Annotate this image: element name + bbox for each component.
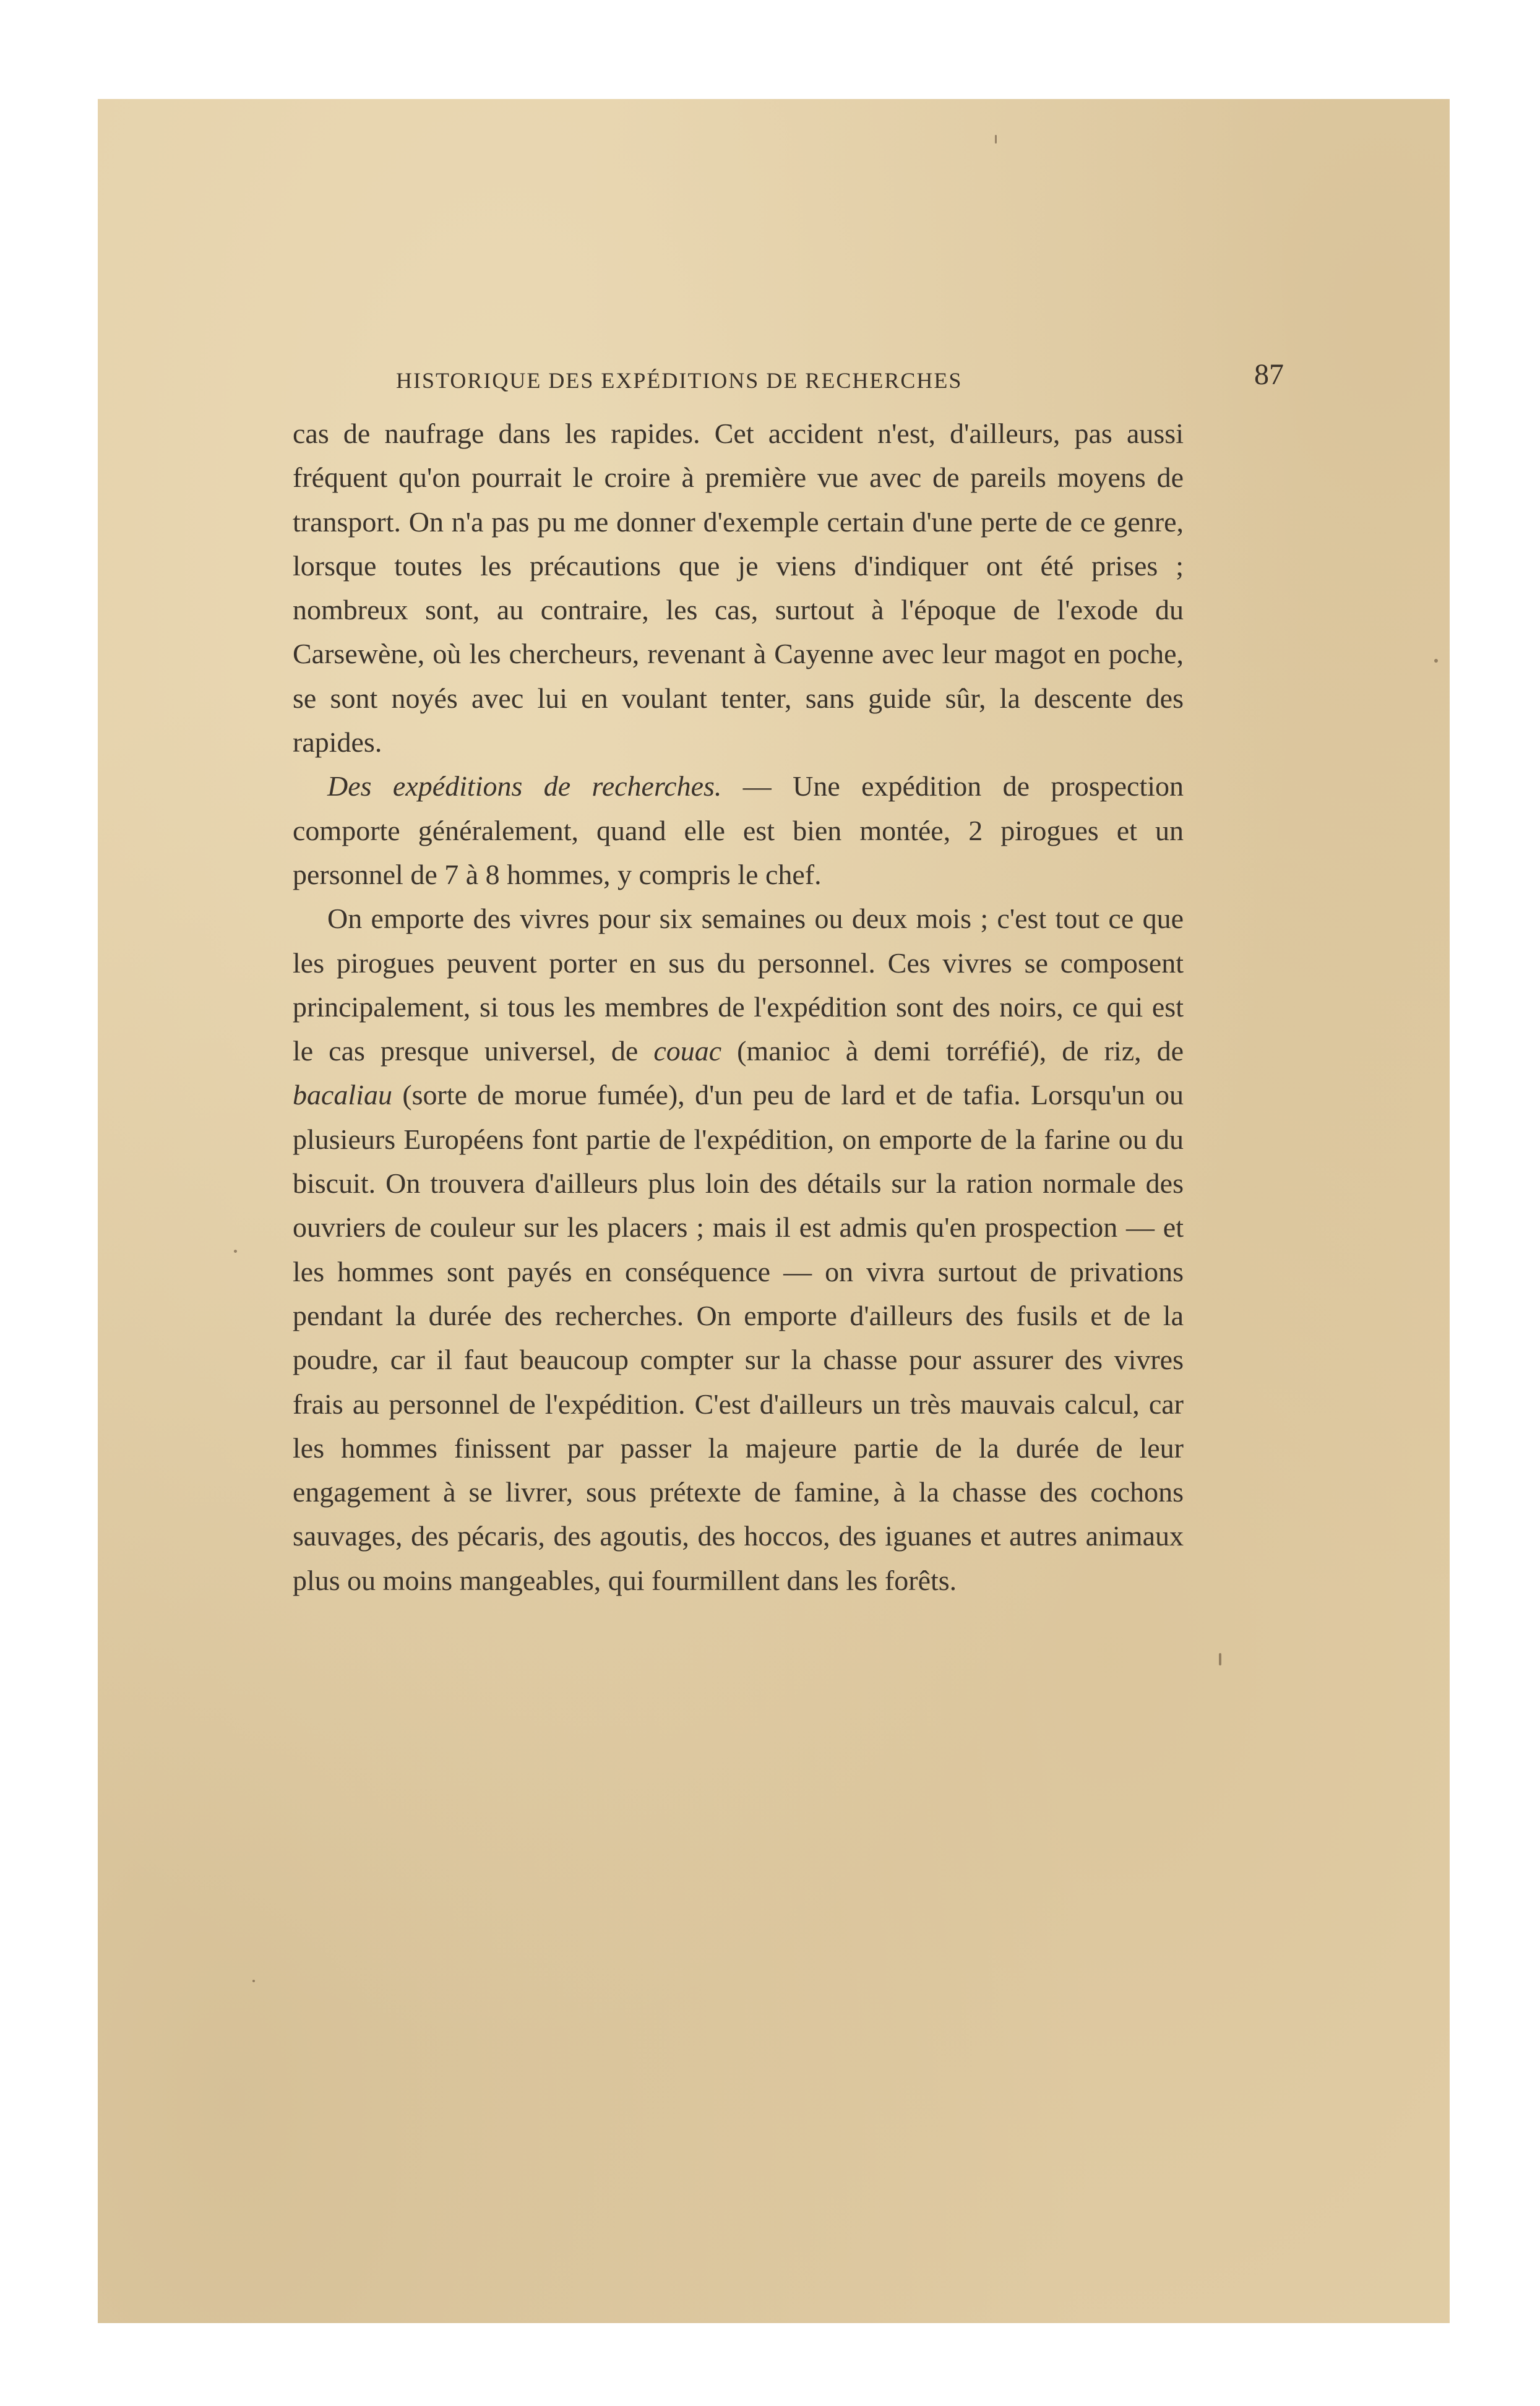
scan-speck — [995, 135, 997, 144]
paragraph-1-text: cas de naufrage dans les rapides. Cet accident n'est, d'ailleurs, pas aussi fréquent qu'on pourrait le croire à première vue avec de pareils moyens de transport. On n'a pas pu me donner d'exemple certain d'une perte de ce genre, lorsque toutes les précautions que je viens d'indiquer ont été prises ; nombreux sont, au contraire, les cas, surtout à l'époque de l'exode du Carsewène, où les chercheurs, revenant à Cayenne avec leur magot en poche, se sont noyés avec lui en voulant tenter, sans guide sûr, la descente des rapides. — [293, 418, 1184, 758]
paragraph-3-text-a: On emporte des vivres pour six semaines ou deux mois ; c'est tout ce que les pirogues peuvent porter en sus du personnel. Ces vivres se composent principalement, si tous les membres de l'expédition sont des noirs, ce qui est le cas presque universel, de — [293, 903, 1184, 1067]
paragraph-2-text: — Une expédition de prospection comporte généralement, quand elle est bien montée, 2 pirogues et un personnel de 7 à 8 hommes, y compris le chef. — [293, 770, 1184, 890]
italic-term-couac: couac — [653, 1035, 722, 1067]
scan-speck — [1434, 659, 1438, 663]
scan-speck — [234, 1250, 237, 1253]
italic-term-bacaliau: bacaliau — [293, 1079, 392, 1111]
running-head: HISTORIQUE DES EXPÉDITIONS DE RECHERCHES — [396, 368, 963, 393]
scan-speck — [1219, 1653, 1221, 1665]
paragraph-1 — [293, 411, 1184, 764]
scanned-page — [98, 99, 1450, 2323]
page-number: 87 — [1254, 358, 1284, 391]
paragraph-3 — [293, 896, 1184, 1602]
paragraph-3-text-b: (manioc à demi torréfié), de riz, de — [721, 1035, 1184, 1067]
scan-speck — [252, 1980, 255, 1982]
paragraph-2 — [293, 764, 1184, 896]
body-text — [293, 411, 1184, 1602]
page-header — [396, 358, 1284, 407]
paragraph-3-text-c: (sorte de morue fumée), d'un peu de lard et de tafia. Lorsqu'un ou plusieurs Européens font partie de l'expédition, on emporte de la farine ou du biscuit. On trouvera d'ailleurs plus loin des détails sur la ration normale des ouvriers de couleur sur les placers ; mais il est admis qu'en prospection — et les hommes sont payés en conséquence — on vivra surtout de privations pendant la durée des recherches. On emporte d'ailleurs des fusils et de la poudre, car il faut beaucoup compter sur la chasse pour assurer des vivres frais au personnel de l'expédition. C'est d'ailleurs un très mauvais calcul, car les hommes finissent par passer la majeure partie de la durée de leur engagement à se livrer, sous prétexte de famine, à la chasse des cochons sauvages, des pécaris, des agoutis, des hoccos, des iguanes et autres animaux plus ou moins mangeables, qui fourmillent dans les forêts. — [293, 1079, 1184, 1596]
section-heading-italic: Des expéditions de recherches. — [327, 770, 722, 802]
